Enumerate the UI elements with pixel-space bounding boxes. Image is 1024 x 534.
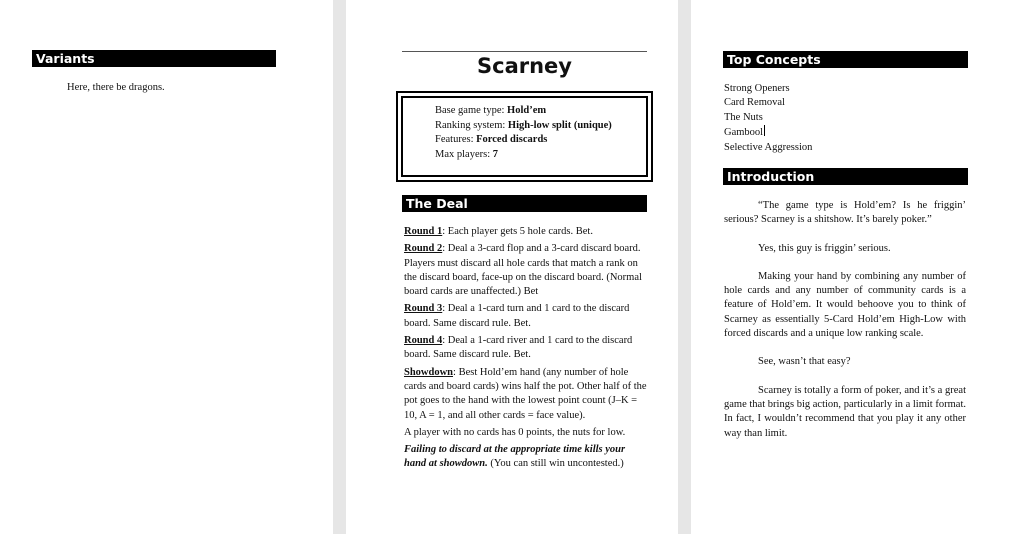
info-players-value: 7 (492, 148, 498, 160)
concept-item[interactable]: The Nuts (724, 111, 763, 123)
intro-paragraph[interactable]: Scarney is totally a form of poker, and it’s a great game that brings big action, particularly in a limit format. In fact, I wouldn’t recommend that you play it any other way than limit. (724, 384, 966, 439)
info-features-value: Forced discards (476, 134, 548, 145)
info-players[interactable] (435, 148, 612, 163)
round-4-text: : Deal a 1-card river and 1 card to the discard board. Same discard rule. Bet. (404, 335, 633, 361)
top-concepts-heading: Top Concepts (723, 51, 968, 68)
warning-paragraph[interactable] (404, 443, 647, 472)
info-features-label: Features: (435, 134, 477, 145)
info-base-game[interactable] (435, 104, 612, 119)
round-3-label: Round 3 (404, 303, 443, 315)
info-features[interactable] (435, 133, 612, 148)
page-right (691, 0, 1024, 534)
deal-text (404, 225, 647, 475)
variants-heading: Variants (32, 50, 276, 67)
showdown-label: Showdown (404, 366, 454, 378)
round-2-text: : Deal a 3-card flop and a 3-card discard board. Players must discard all hole cards that match a rank on the discard board, face-up on the discard board. (Normal board cards are unaffected.) Bet (404, 243, 642, 298)
deal-heading: The Deal (402, 195, 647, 212)
concept-item[interactable]: Strong Openers (724, 83, 790, 94)
concept-item[interactable]: Card Removal (724, 97, 785, 109)
page-left (0, 0, 333, 534)
showdown-paragraph[interactable] (404, 366, 647, 423)
showdown-text: : Best Hold’em hand (any number of hole cards and board cards) wins half the pot. Other half of the pot goes to the hand with the lowest point count (J–K = 10, A = 1, and all other cards = face value). (404, 366, 647, 421)
concepts-list (724, 82, 812, 155)
intro-paragraph[interactable]: Making your hand by combining any number of hole cards and any number of community cards is a feature of Hold’em. It would behoove you to think of Scarney as essentially 5-Card Hold’em High-Low with forced discards and a unique low ranking scale. (724, 270, 966, 340)
title-rule (402, 51, 647, 52)
round-3-paragraph[interactable] (404, 302, 647, 331)
info-base-game-value: Hold’em (507, 105, 547, 116)
info-base-game-label: Base game type: (435, 105, 508, 116)
info-ranking-label: Ranking system: (435, 119, 508, 131)
intro-paragraph[interactable]: See, wasn’t that easy? (758, 356, 851, 368)
warning-rest-text: (You can still win uncontested.) (487, 458, 624, 470)
info-ranking-value: High-low split (unique) (507, 119, 612, 131)
round-2-paragraph[interactable] (404, 242, 647, 299)
info-players-label: Max players: (435, 148, 493, 160)
round-2-label: Round 2 (404, 243, 443, 255)
page-middle (346, 0, 678, 534)
variants-text[interactable]: Here, there be dragons. (67, 82, 165, 93)
round-3-text: : Deal a 1-card turn and 1 card to the discard board. Same discard rule. Bet. (404, 303, 630, 329)
concept-item[interactable]: Selective Aggression (724, 141, 813, 153)
concept-item-text: Gambool (724, 127, 764, 139)
no-cards-note[interactable]: A player with no cards has 0 points, the nuts for low. (404, 426, 626, 438)
document-title[interactable]: Scarney (477, 54, 572, 78)
intro-paragraph[interactable]: Yes, this guy is friggin’ serious. (758, 242, 891, 254)
round-1-paragraph[interactable] (404, 225, 647, 239)
warning-bold-text: Failing to discard at the appropriate time kills your hand at showdown. (404, 444, 626, 470)
introduction-text (724, 199, 966, 455)
round-4-paragraph[interactable] (404, 334, 647, 363)
game-info-box (396, 91, 653, 182)
text-caret (764, 125, 765, 136)
round-1-text: : Each player gets 5 hole cards. Bet. (442, 226, 593, 237)
intro-paragraph[interactable]: “The game type is Hold’em? Is he friggin’ serious? Scarney is a shitshow. It’s barely poker.” (724, 200, 966, 226)
introduction-heading: Introduction (723, 168, 968, 185)
concept-item-with-caret[interactable] (724, 125, 812, 140)
info-ranking[interactable] (435, 119, 612, 134)
round-1-label: Round 1 (404, 226, 443, 237)
round-4-label: Round 4 (404, 335, 443, 347)
